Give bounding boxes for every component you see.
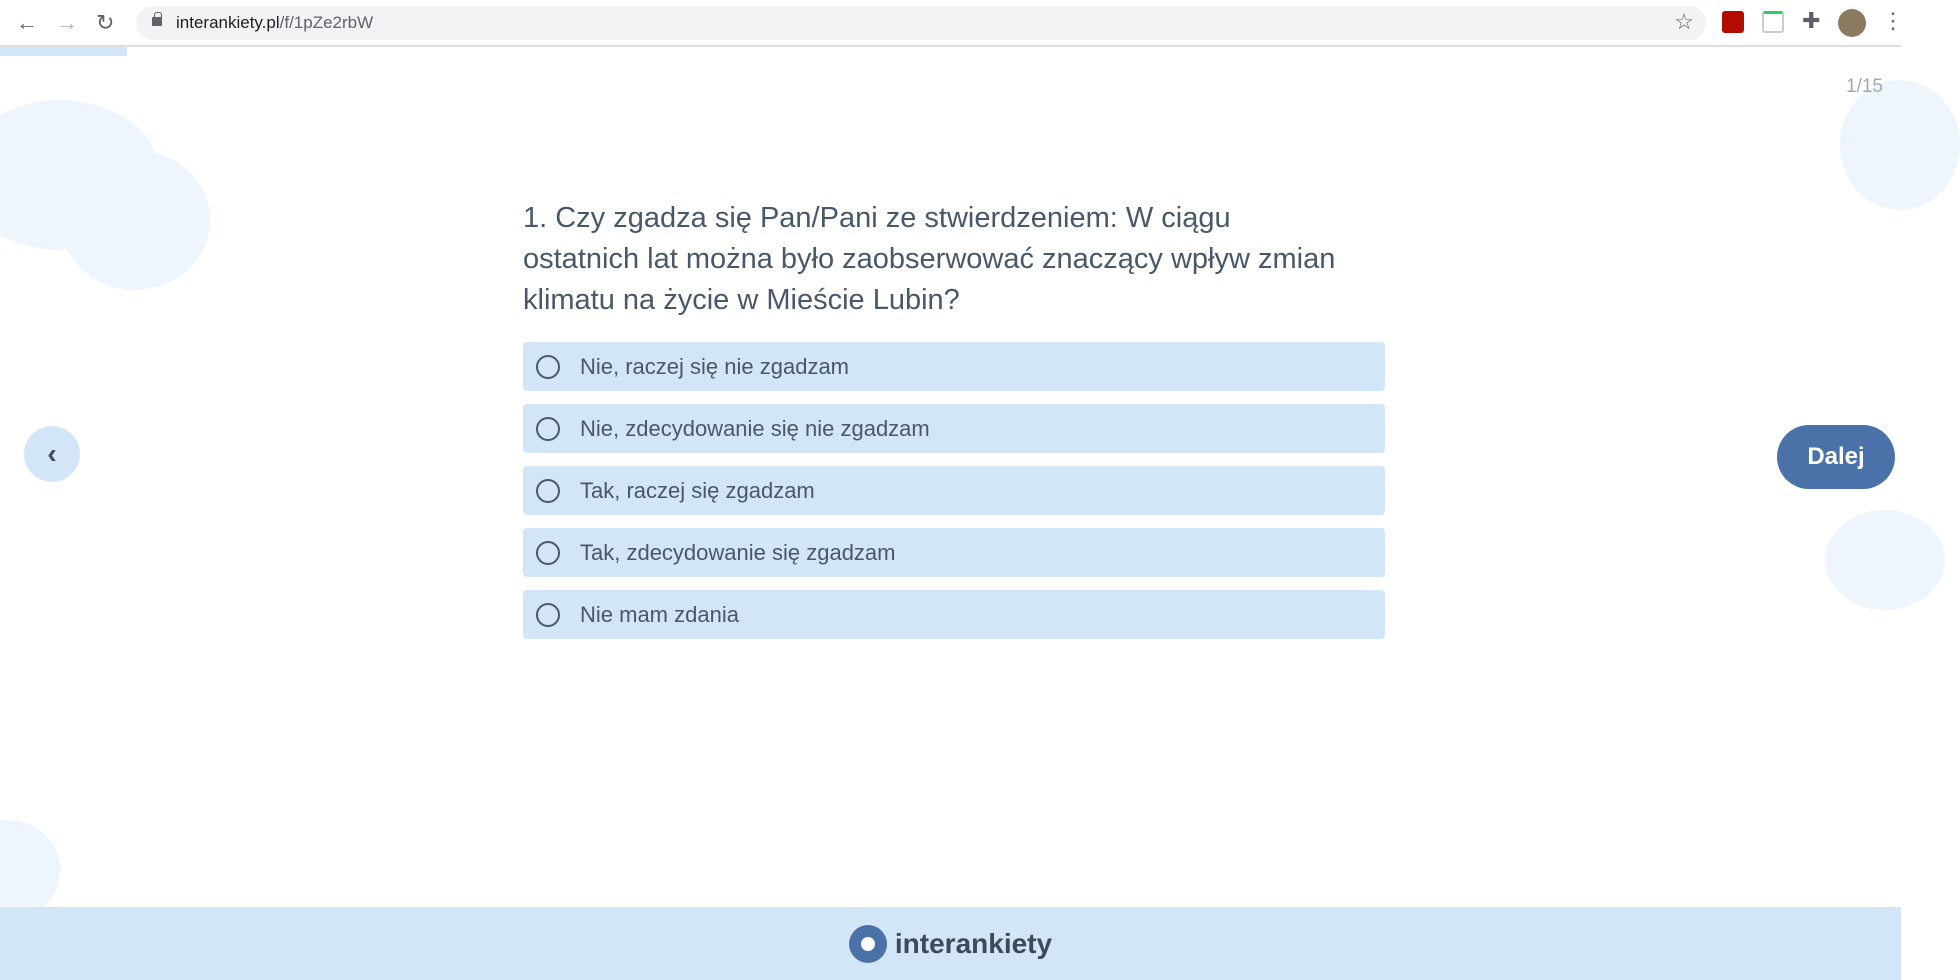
radio-button[interactable] [536,417,560,441]
bookmark-star-icon[interactable]: ☆ [1674,9,1694,34]
answer-option[interactable] [523,590,1385,639]
progress-bar [0,47,127,56]
cloud-decoration [0,820,60,920]
option-label: Tak, raczej się zgadzam [580,477,815,503]
option-label: Nie, zdecydowanie się nie zgadzam [580,415,930,441]
reload-icon[interactable]: ↻ [96,10,115,35]
answer-option[interactable] [523,404,1385,453]
footer [0,907,1901,980]
option-label: Nie, raczej się nie zgadzam [580,353,850,379]
address-bar[interactable] [136,6,1706,40]
pdf-extension-icon[interactable] [1722,11,1744,33]
next-button[interactable]: Dalej [1777,425,1895,489]
answer-option[interactable] [523,528,1385,577]
mcafee-extension-icon[interactable] [1762,11,1784,33]
option-label: Tak, zdecydowanie się zgadzam [580,539,896,565]
profile-avatar[interactable] [1838,9,1866,37]
url-host: interankiety.pl [176,13,280,32]
forward-arrow-icon[interactable]: → [56,10,78,35]
radio-button[interactable] [536,355,560,379]
url-path: /f/1pZe2rbW [279,13,374,32]
question-counter: 1/15 [1846,76,1883,97]
answer-options [523,342,1385,652]
browser-toolbar [0,0,1904,47]
brand-logo-icon [849,925,887,963]
radio-button[interactable] [536,541,560,565]
cloud-decoration [1840,80,1960,210]
answer-option[interactable] [523,342,1385,391]
back-arrow-icon[interactable]: ← [16,10,38,35]
cloud-decoration [60,150,210,290]
question-title: 1. Czy zgadza się Pan/Pani ze stwierdzeniem: W ciągu ostatnich lat można było zaobserwować znaczący wpływ zmian klimatu na życie w Mieście Lubin? [523,202,1336,316]
radio-button[interactable] [536,479,560,503]
answer-option[interactable] [523,466,1385,515]
option-label: Nie mam zdania [580,601,739,627]
previous-button[interactable] [24,426,80,482]
radio-button[interactable] [536,603,560,627]
cloud-decoration [1825,510,1945,610]
menu-kebab-icon[interactable]: ⋮ [1882,8,1904,33]
chevron-left-icon: ‹ [47,438,57,469]
brand-name: interankiety [894,927,1053,959]
extensions-puzzle-icon[interactable]: ✚ [1802,8,1821,33]
lock-icon [152,17,162,26]
